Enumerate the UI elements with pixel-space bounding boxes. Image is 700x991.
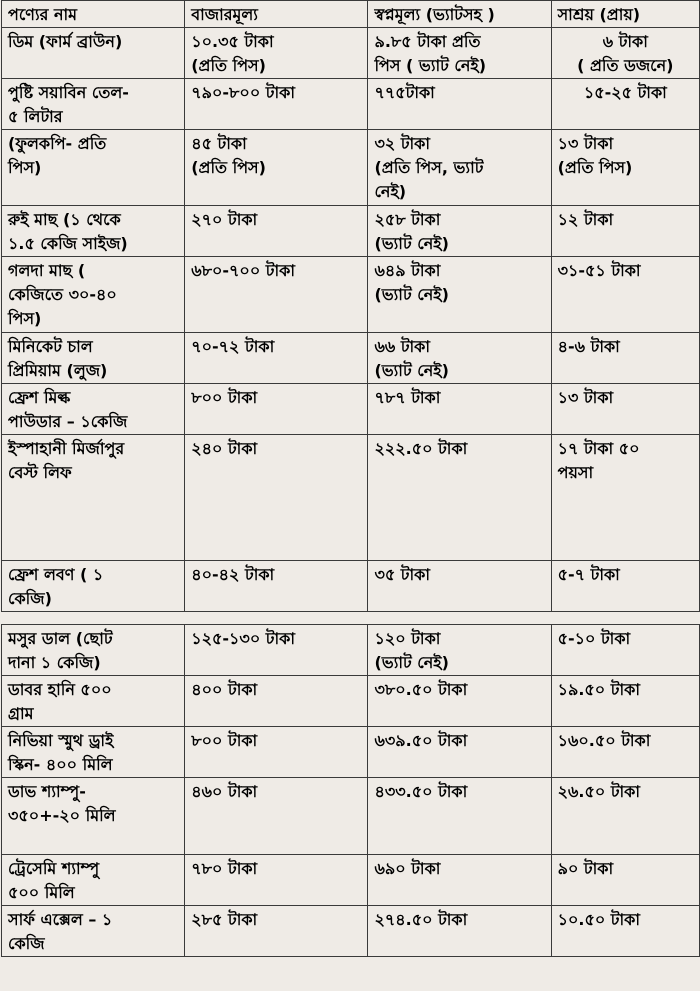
shwapno-price: ২৭৪.৫০ টাকা xyxy=(368,906,551,957)
saving: ১০.৫০ টাকা xyxy=(551,906,699,957)
product-name: মিনিকেট চাল প্রিমিয়াম (লুজ) xyxy=(2,333,185,384)
product-name: রুই মাছ (১ থেকে ১.৫ কেজি সাইজ) xyxy=(2,206,185,257)
market-price: ২৮৫ টাকা xyxy=(185,906,368,957)
product-name: ডাভ শ্যাম্পু- ৩৫০+-২০ মিলি xyxy=(2,778,185,855)
table-row xyxy=(2,435,700,561)
table-row xyxy=(2,28,700,79)
product-name: সার্ফ এক্সেল – ১ কেজি xyxy=(2,906,185,957)
table-row xyxy=(2,257,700,333)
saving: ৬ টাকা ( প্রতি ডজনে) xyxy=(551,28,699,79)
shwapno-price: ৩৮০.৫০ টাকা xyxy=(368,676,551,727)
market-price: ৮০০ টাকা xyxy=(185,384,368,435)
header-market-price: বাজারমূল্য xyxy=(185,1,368,28)
table-row xyxy=(2,130,700,206)
product-name: মসুর ডাল (ছোট দানা ১ কেজি) xyxy=(2,625,185,676)
shwapno-price: ৬৪৯ টাকা (ভ্যাট নেই) xyxy=(368,257,551,333)
saving: ১৬০.৫০ টাকা xyxy=(551,727,699,778)
shwapno-price: ৬৩৯.৫০ টাকা xyxy=(368,727,551,778)
saving: ৪-৬ টাকা xyxy=(551,333,699,384)
market-price: ৮০০ টাকা xyxy=(185,727,368,778)
market-price: ৭৯০-৮০০ টাকা xyxy=(185,79,368,130)
table-row xyxy=(2,855,700,906)
saving: ৩১-৫১ টাকা xyxy=(551,257,699,333)
saving: ২৬.৫০ টাকা xyxy=(551,778,699,855)
market-price: ১০.৩৫ টাকা (প্রতি পিস) xyxy=(185,28,368,79)
header-product-name: পণ্যের নাম xyxy=(2,1,185,28)
table-row xyxy=(2,206,700,257)
market-price: ৪০০ টাকা xyxy=(185,676,368,727)
product-name: গলদা মাছ ( কেজিতে ৩০-৪০ পিস) xyxy=(2,257,185,333)
shwapno-price: ৪৩৩.৫০ টাকা xyxy=(368,778,551,855)
table-row xyxy=(2,676,700,727)
market-price: ৭০-৭২ টাকা xyxy=(185,333,368,384)
shwapno-price: ৭৮৭ টাকা xyxy=(368,384,551,435)
saving: ৯০ টাকা xyxy=(551,855,699,906)
product-name: (ফুলকপি- প্রতি পিস) xyxy=(2,130,185,206)
market-price: ৬৮০-৭০০ টাকা xyxy=(185,257,368,333)
shwapno-price: ৩২ টাকা (প্রতি পিস, ভ্যাট নেই) xyxy=(368,130,551,206)
market-price: ২৭০ টাকা xyxy=(185,206,368,257)
product-name: পুষ্টি সয়াবিন তেল- ৫ লিটার xyxy=(2,79,185,130)
table-row xyxy=(2,727,700,778)
product-name: ট্রেসেমি শ্যাম্পু ৫০০ মিলি xyxy=(2,855,185,906)
market-price: ২৪০ টাকা xyxy=(185,435,368,561)
product-name: ডিম (ফার্ম ব্রাউন) xyxy=(2,28,185,79)
saving: ৫-৭ টাকা xyxy=(551,561,699,612)
header-shwapno-price: স্বপ্নমূল্য (ভ্যাটসহ ) xyxy=(368,1,551,28)
table-row xyxy=(2,384,700,435)
saving: ১৯.৫০ টাকা xyxy=(551,676,699,727)
saving: ১৩ টাকা (প্রতি পিস) xyxy=(551,130,699,206)
shwapno-price: ৬৯০ টাকা xyxy=(368,855,551,906)
price-table-1 xyxy=(1,0,700,612)
shwapno-price: ২২২.৫০ টাকা xyxy=(368,435,551,561)
market-price: ১২৫-১৩০ টাকা xyxy=(185,625,368,676)
saving: ৫-১০ টাকা xyxy=(551,625,699,676)
saving: ১২ টাকা xyxy=(551,206,699,257)
product-name: ইস্পাহানী মির্জাপুর বেস্ট লিফ xyxy=(2,435,185,561)
product-name: ডাবর হানি ৫০০ গ্রাম xyxy=(2,676,185,727)
table-row xyxy=(2,906,700,957)
header-saving: সাশ্রয় (প্রায়) xyxy=(551,1,699,28)
table-row xyxy=(2,333,700,384)
saving: ১৩ টাকা xyxy=(551,384,699,435)
market-price: ৪৫ টাকা (প্রতি পিস) xyxy=(185,130,368,206)
shwapno-price: ২৫৮ টাকা (ভ্যাট নেই) xyxy=(368,206,551,257)
saving: ১৫-২৫ টাকা xyxy=(551,79,699,130)
table-row xyxy=(2,625,700,676)
table-header-row xyxy=(2,1,700,28)
shwapno-price: ৯.৮৫ টাকা প্রতি পিস ( ভ্যাট নেই) xyxy=(368,28,551,79)
shwapno-price: ৩৫ টাকা xyxy=(368,561,551,612)
market-price: ৪০-৪২ টাকা xyxy=(185,561,368,612)
saving: ১৭ টাকা ৫০ পয়সা xyxy=(551,435,699,561)
product-name: ফ্রেশ লবণ ( ১ কেজি) xyxy=(2,561,185,612)
table-row xyxy=(2,561,700,612)
price-table-2 xyxy=(1,624,700,957)
product-name: ফ্রেশ মিল্ক পাউডার – ১কেজি xyxy=(2,384,185,435)
shwapno-price: ৭৭৫টাকা xyxy=(368,79,551,130)
shwapno-price: ১২০ টাকা (ভ্যাট নেই) xyxy=(368,625,551,676)
product-name: নিভিয়া স্মুথ ড্রাই স্কিন- ৪০০ মিলি xyxy=(2,727,185,778)
market-price: ৭৮০ টাকা xyxy=(185,855,368,906)
table-row xyxy=(2,778,700,855)
shwapno-price: ৬৬ টাকা (ভ্যাট নেই) xyxy=(368,333,551,384)
market-price: ৪৬০ টাকা xyxy=(185,778,368,855)
table-row xyxy=(2,79,700,130)
